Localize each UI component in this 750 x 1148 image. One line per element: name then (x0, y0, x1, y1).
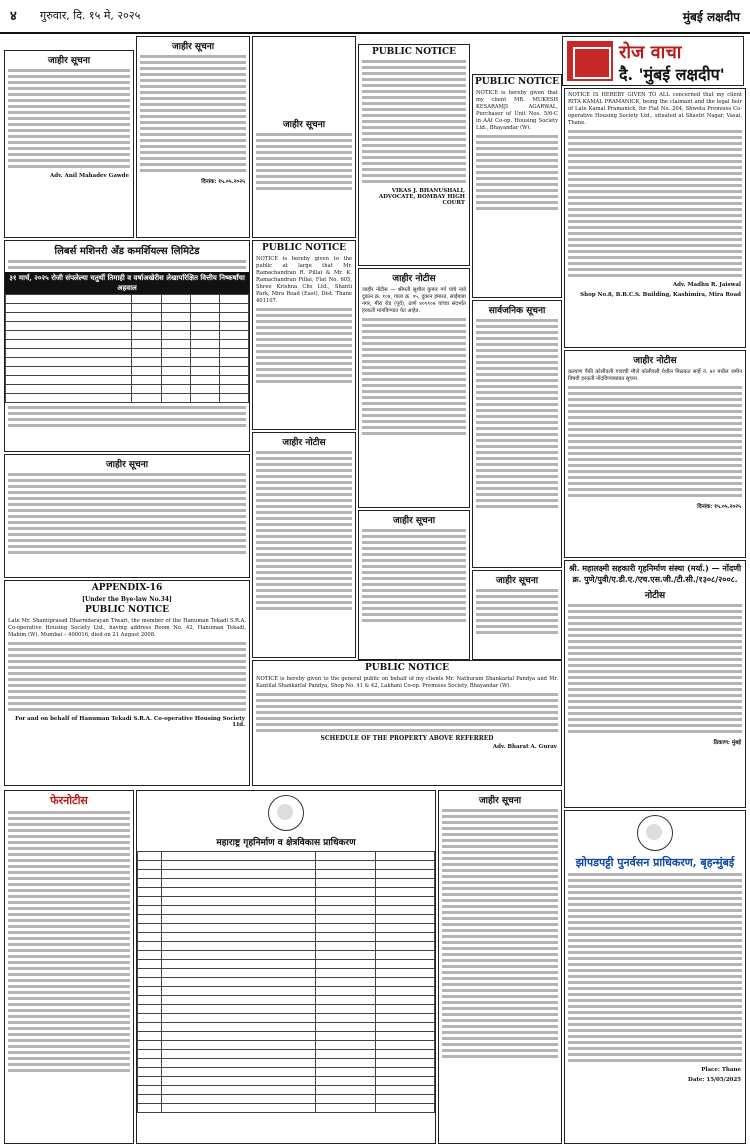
society-name: श्री. महालक्ष्मी सहकारी गृहनिर्माण संस्था (मर्या.) — नोंदणी क्र. पुणे/पुवी/ए.डी.ए./एच.एस.जी./टी.सी./१३०८/२००८. (568, 563, 742, 584)
paysmatic-notice (4, 790, 134, 1144)
appendix-subtitle: [Under the Bye-law No.34] (82, 596, 172, 603)
notice-body (359, 60, 469, 183)
notice-title: सार्वजनिक सूचना (488, 306, 546, 316)
notice-title: जाहीर सूचना (47, 56, 91, 66)
zopu-seal-icon (637, 815, 673, 851)
jahir-notice-gala (358, 268, 470, 508)
masthead-line2: दै. 'मुंबई लक्षदीप' (619, 65, 725, 84)
page-header (0, 0, 750, 34)
notice-date: दिनांक: १५.०५.२०२५ (697, 504, 741, 510)
notice-date: Date: 15/05/2025 (688, 1077, 741, 1083)
notice-body (5, 69, 133, 168)
notice-body-lines (253, 308, 355, 383)
results-table (5, 294, 249, 403)
notice-title: PUBLIC NOTICE (371, 47, 457, 57)
notice-jahir-suchna-3 (252, 36, 356, 238)
jahir-notice-2 (252, 432, 356, 658)
appendix-notice (4, 580, 250, 786)
appendix-title: APPENDIX-16 (91, 583, 163, 593)
notice-body (5, 473, 249, 554)
notice-title: PUBLIC NOTICE (474, 77, 560, 87)
notice-body: NOTICE IS HEREBY GIVEN TO ALL concerned that my client RITA KAMAL PRAMANICK, being the claimant and the legal heir of Late Kamal Pramanick, for Flat No. 204, Shweta Premises Co-operative Housing Society Ltd., situated at Shastri Nagar, Vasai, Thane. (568, 92, 742, 126)
notice-advocate: Adv. Madhu R. Jaiswal (672, 282, 741, 288)
notice-body-lines (253, 693, 561, 732)
notice-title: जाहीर सूचना (495, 576, 539, 586)
notice-body (439, 809, 561, 1058)
notice-body-lines (565, 130, 745, 277)
notice-title: जाहीर सूचना (171, 42, 215, 52)
notice-body (473, 589, 561, 634)
zopu-title: झोपडपट्टी पुनर्वसन प्राधिकरण, बृहन्मुंबई (575, 856, 735, 869)
notice-place: ठिकाण: मुंबई (713, 740, 741, 746)
company-address (5, 260, 249, 269)
notice-title: जाहीर सूचना (392, 516, 436, 526)
results-heading: ३१ मार्च, २०२५ रोजी संपलेल्या चतुर्थी तिमाही व वर्षाअखेरीस लेखापरिक्षित वित्तीय निष्कर्षांचा अहवाल (5, 272, 249, 294)
public-notice-mukesh (472, 74, 562, 298)
mhada-seal-icon (268, 795, 304, 831)
notice-body: NOTICE is hereby given that my client MR. MUKESH KESARAMJI AGARWAL, Purchaser of Unit Nos. 5/6-C in AAI Co-op. Housing Society Ltd., Bhayandar (W). (476, 90, 558, 131)
notice-title: जाहीर सूचना (478, 796, 522, 806)
notice-place: Place: Thane (701, 1067, 741, 1073)
notice-title: जाहीर नोटीस (633, 356, 677, 366)
schedule-title: SCHEDULE OF THE PROPERTY ABOVE REFERRED (320, 735, 494, 742)
notice-jahir-suchna-2 (136, 36, 250, 238)
section-title: मुंबई लक्षदीप (682, 10, 740, 24)
public-notice-kishori (358, 44, 470, 266)
page-date: गुरुवार, दि. १५ मे, २०२५ (40, 9, 141, 22)
notice-title: जाहीर नोटीस (282, 438, 326, 448)
masthead-line1: रोज वाचा (619, 42, 682, 63)
notice-body: जाहीर नोटीस — श्रीमती सुशील कुमार गर्ग यांचे नावे दुकान क्र. १०४, गाला क्र. ०५, दुकान इमारत, साईबाबा नगर, मीरा रोड (पूर्व), ठाणे ४०११०७ यांच्या संदर्भात हरकती मागविण्यात येत आहेत. (362, 287, 466, 314)
public-notice-nathuram (252, 660, 562, 786)
notice-title: जाहीर सूचना (105, 460, 149, 470)
company-results (4, 240, 250, 452)
notice-body (473, 319, 561, 508)
notice-title: नोटीस (644, 591, 666, 601)
notice-body (359, 529, 469, 622)
notice-title: जाहीर सूचना (282, 120, 326, 130)
zopu-notice (564, 810, 746, 1144)
notice-body (253, 133, 355, 190)
jahir-suchna-bottom (438, 790, 562, 1144)
jahir-suchna-nirupama (4, 454, 250, 578)
notice-body (253, 451, 355, 610)
public-notice-rita (564, 88, 746, 348)
company-name: लिबर्स मशिनरी अँड कमर्शियल्स लिमिटेड (54, 246, 200, 257)
notice-body (565, 604, 745, 733)
notice-body: NOTICE is hereby given to the general public on behalf of my clients Mr. Nathuram Shankarlal Pandya and Mr. Kantilal Shankarlal Pandya, Shop No. 41 & 42, Lakhani Co-op. Premises Society, Bhayandar (W). (256, 676, 558, 689)
notice-body-lines (565, 386, 745, 497)
notice-title: जाहीर नोटीस (392, 274, 436, 284)
appendix-body: Late Mr. Shantiprasad Dharmdarayan Tiwari, the member of the Hanuman Tekadi S.R.A. Co-operative Housing Society Ltd., having address Room No. 42, Hanuman Tekadi, Mahim (W), Mumbai – 400016, died on 21 August 2008. (8, 618, 246, 638)
notice-title: PUBLIC NOTICE (261, 243, 347, 253)
jahir-suchna-5 (472, 570, 562, 660)
notice-advocate: Adv. Bharat A. Gurav (492, 744, 557, 750)
notice-body: NOTICE is hereby given to the public at large that Mr. Ramachandran R. Pillai & Mr. K. Ramachandran Pillai, Flat No. 605, Shree Krishna Chs Ltd., Shanti Park, Mira Road (East), Dist. Thane 401107. (256, 256, 352, 304)
jahir-notice-kalyan (564, 350, 746, 558)
results-notes (5, 406, 249, 427)
notice-title: PUBLIC NOTICE (364, 663, 450, 673)
notice-body (137, 55, 249, 172)
appendix-body-lines (5, 642, 249, 711)
notice-body (565, 873, 745, 1062)
notice-advocate-address: Shop No.8, B.B.C.S. Building, Kashimira, Mira Road (580, 292, 741, 298)
mhada-notice (136, 790, 436, 1144)
public-notice-ramachandran (252, 240, 356, 430)
mhada-title: महाराष्ट्र गृहनिर्माण व क्षेत्रविकास प्राधिकरण (216, 838, 356, 848)
appendix-signatory: For and on behalf of Hanuman Tekadi S.R.A. Co-operative Housing Society Ltd. (15, 716, 245, 728)
newspaper-logo-icon (567, 41, 613, 81)
refer-notice-title: फेरनोटीस (50, 794, 88, 807)
jahir-suchna-4 (358, 510, 470, 660)
notice-title: PUBLIC NOTICE (84, 605, 170, 615)
society-notice (564, 560, 746, 808)
mhada-table (137, 851, 435, 1113)
notice-body-lines (359, 318, 469, 435)
notice-advocate: Adv. Anil Mahadev Gawde (50, 173, 129, 179)
sarvajanik-suchna (472, 300, 562, 568)
notice-jahir-suchna-1 (4, 50, 134, 238)
notice-date: दिनांक: १५.०५.२०२५ (201, 179, 245, 185)
notice-body (5, 811, 133, 1072)
masthead-ad (562, 36, 744, 86)
page-number: ४ (10, 9, 17, 24)
notice-advocate: VIKAS J. BHANUSHALI, ADVOCATE, BOMBAY HIGH COURT (378, 188, 465, 206)
notice-body-lines (473, 135, 561, 210)
notice-body: कल्याण पैकी कोलीवली गावाची मौजे कोलीवली येथील मिळकत सर्व्हे नं. ४२ मधील जमीन विषयी हरकती नोंदविण्याबाबत सूचना. (568, 369, 742, 382)
